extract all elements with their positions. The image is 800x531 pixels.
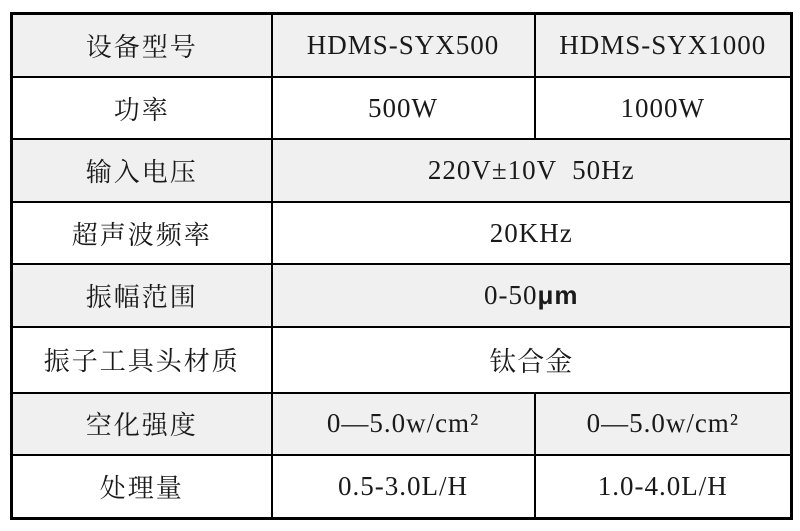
row-label: 输入电压 [12, 139, 272, 202]
spec-table-body [12, 14, 792, 519]
value-cell: 220V±10V 50Hz [272, 139, 792, 202]
table-row [12, 14, 792, 77]
value-cell: HDMS-SYX1000 [535, 14, 792, 77]
value-cell [272, 264, 792, 327]
row-label: 功率 [12, 77, 272, 140]
table-row [12, 327, 792, 393]
row-label: 振幅范围 [12, 264, 272, 327]
row-label: 空化强度 [12, 393, 272, 456]
row-label: 振子工具头材质 [12, 327, 272, 393]
row-label: 设备型号 [12, 14, 272, 77]
table-row [12, 77, 792, 140]
spec-table [10, 12, 793, 520]
value-cell: 0—5.0w/cm² [272, 393, 535, 456]
table-row [12, 455, 792, 518]
value-cell: 20KHz [272, 202, 792, 265]
table-row [12, 139, 792, 202]
unit-text: μm [537, 280, 579, 311]
row-label: 处理量 [12, 455, 272, 518]
value-cell: 500W [272, 77, 535, 140]
table-row [12, 202, 792, 265]
table-row [12, 393, 792, 456]
value-cell: 钛合金 [272, 327, 792, 393]
value-cell: 1.0-4.0L/H [535, 455, 792, 518]
value-cell: 1000W [535, 77, 792, 140]
table-row [12, 264, 792, 327]
value-text: 0-50 [483, 280, 538, 311]
value-cell: 0.5-3.0L/H [272, 455, 535, 518]
row-label: 超声波频率 [12, 202, 272, 265]
value-cell: HDMS-SYX500 [272, 14, 535, 77]
value-cell: 0—5.0w/cm² [535, 393, 792, 456]
